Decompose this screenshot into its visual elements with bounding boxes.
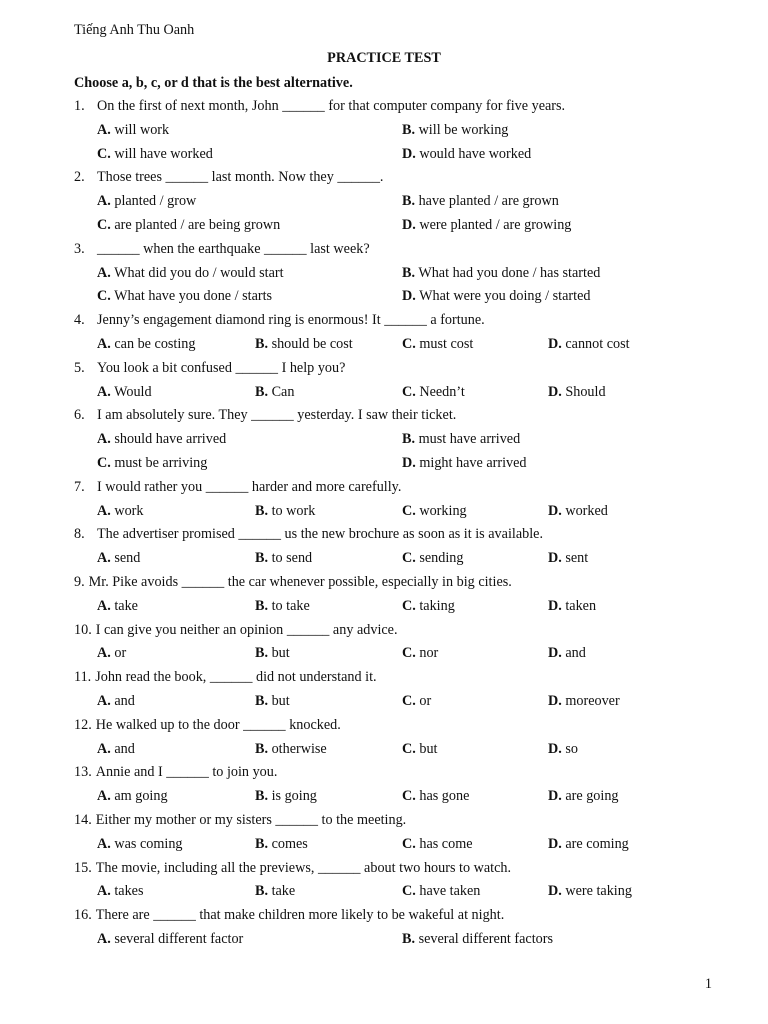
question-text: There are ______ that make children more likely to be wakeful at night. xyxy=(95,907,505,924)
option-letter: C. xyxy=(97,454,111,471)
option-letter: A. xyxy=(97,788,111,805)
option-text: has come xyxy=(419,835,473,852)
answer-options-row xyxy=(74,190,694,214)
option-letter: D. xyxy=(402,145,416,162)
answer-option xyxy=(402,214,571,238)
option-letter: A. xyxy=(97,431,111,448)
answer-option xyxy=(402,880,480,904)
question-number: 2. xyxy=(74,169,85,186)
answer-option xyxy=(255,690,290,714)
question-number: 10. xyxy=(74,621,92,638)
option-text: Needn’t xyxy=(419,383,465,400)
answer-option xyxy=(97,738,135,762)
question-text: The advertiser promised ______ us the new brochure as soon as it is available. xyxy=(97,526,543,543)
option-text: Would xyxy=(114,383,152,400)
option-text: to send xyxy=(271,550,313,567)
answer-options-row xyxy=(74,833,694,857)
option-text: but xyxy=(271,692,290,709)
answer-options-row xyxy=(74,214,694,238)
option-letter: C. xyxy=(97,145,111,162)
answer-option xyxy=(402,285,590,309)
option-letter: B. xyxy=(255,835,269,852)
answer-option xyxy=(255,642,290,666)
answer-option xyxy=(402,333,473,357)
option-letter: A. xyxy=(97,502,111,519)
option-letter: B. xyxy=(402,193,416,210)
option-text: are going xyxy=(565,788,619,805)
answer-option xyxy=(255,738,327,762)
answer-option xyxy=(402,119,508,143)
option-text: have planted / are grown xyxy=(418,193,559,210)
option-letter: C. xyxy=(402,502,416,519)
question-text: On the first of next month, John ______ for that computer company for five years. xyxy=(97,98,566,114)
answer-option xyxy=(402,452,527,476)
option-letter: A. xyxy=(97,883,111,900)
answer-option xyxy=(97,690,135,714)
answer-options-row xyxy=(74,333,694,357)
question-stem xyxy=(74,95,694,119)
question-stem xyxy=(74,238,694,262)
option-text: worked xyxy=(565,502,608,519)
option-text: so xyxy=(565,740,578,757)
option-letter: D. xyxy=(548,740,562,757)
option-text: several different factor xyxy=(114,930,244,947)
option-text: takes xyxy=(114,883,144,900)
answer-option xyxy=(402,500,467,524)
question-number: 15. xyxy=(74,859,92,876)
option-text: to take xyxy=(271,597,310,614)
option-letter: D. xyxy=(548,645,562,662)
question-number: 16. xyxy=(74,907,92,924)
question-stem xyxy=(74,714,694,738)
option-text: working xyxy=(419,502,467,519)
option-text: What were you doing / started xyxy=(419,288,591,305)
answer-option xyxy=(97,381,152,405)
answer-option xyxy=(402,833,473,857)
option-text: cannot cost xyxy=(565,335,630,352)
answer-option xyxy=(97,262,284,286)
option-text: planted / grow xyxy=(114,193,197,210)
answer-options-row xyxy=(74,143,694,167)
question-text: I am absolutely sure. They ______ yesterday. I saw their ticket. xyxy=(97,407,457,424)
answer-option xyxy=(255,833,308,857)
answer-option xyxy=(402,547,463,571)
option-letter: C. xyxy=(402,550,416,567)
answer-option xyxy=(548,642,586,666)
question-stem xyxy=(74,476,694,500)
answer-options-row xyxy=(74,452,694,476)
option-letter: B. xyxy=(255,597,269,614)
answer-option xyxy=(97,928,243,952)
option-text: Can xyxy=(271,383,295,400)
option-letter: D. xyxy=(548,383,562,400)
option-text: and xyxy=(114,692,135,709)
option-text: or xyxy=(114,645,127,662)
option-letter: D. xyxy=(548,835,562,852)
answer-option xyxy=(548,381,606,405)
answer-option xyxy=(97,452,207,476)
answer-option xyxy=(97,833,183,857)
option-text: What have you done / starts xyxy=(114,288,273,305)
option-letter: C. xyxy=(97,288,111,305)
option-text: have taken xyxy=(419,883,481,900)
answer-option xyxy=(255,500,315,524)
answer-option xyxy=(255,595,310,619)
option-letter: A. xyxy=(97,264,111,281)
option-text: are coming xyxy=(565,835,629,852)
answer-option xyxy=(402,738,437,762)
answer-options-row xyxy=(74,381,694,405)
question-stem xyxy=(74,809,694,833)
question-text: I would rather you ______ harder and more carefully. xyxy=(97,478,402,495)
question-number: 13. xyxy=(74,764,92,781)
answer-options-row xyxy=(74,642,694,666)
option-letter: A. xyxy=(97,930,111,947)
option-text: were planted / are growing xyxy=(419,216,572,233)
answer-option xyxy=(548,833,629,857)
answer-option xyxy=(255,333,353,357)
answer-option xyxy=(97,119,169,143)
answer-option xyxy=(255,785,317,809)
option-letter: B. xyxy=(255,788,269,805)
option-text: will be working xyxy=(418,121,509,138)
option-letter: D. xyxy=(402,288,416,305)
option-text: would have worked xyxy=(419,145,532,162)
option-text: to work xyxy=(271,502,316,519)
option-letter: C. xyxy=(402,835,416,852)
answer-options-row xyxy=(74,119,694,143)
question-number: 9. xyxy=(74,573,85,590)
question-number: 12. xyxy=(74,716,92,733)
option-letter: A. xyxy=(97,740,111,757)
answer-option xyxy=(548,500,608,524)
option-letter: B. xyxy=(255,740,269,757)
answer-option xyxy=(548,785,619,809)
option-letter: D. xyxy=(548,692,562,709)
option-text: will work xyxy=(114,121,170,138)
option-letter: C. xyxy=(402,383,416,400)
option-text: and xyxy=(565,645,586,662)
option-letter: D. xyxy=(548,502,562,519)
option-letter: B. xyxy=(255,645,269,662)
answer-option xyxy=(548,738,578,762)
option-letter: C. xyxy=(402,788,416,805)
option-text: Should xyxy=(565,383,606,400)
option-text: take xyxy=(114,597,138,614)
option-letter: C. xyxy=(402,740,416,757)
question-stem xyxy=(74,761,694,785)
answer-option xyxy=(402,595,455,619)
answer-option xyxy=(255,381,294,405)
option-text: was coming xyxy=(114,835,183,852)
answer-option xyxy=(255,880,295,904)
option-letter: D. xyxy=(548,597,562,614)
option-text: must be arriving xyxy=(114,454,208,471)
question-text: John read the book, ______ did not understand it. xyxy=(95,669,377,686)
option-letter: A. xyxy=(97,550,111,567)
option-text: were taking xyxy=(565,883,632,900)
option-text: but xyxy=(419,740,438,757)
option-letter: D. xyxy=(548,788,562,805)
option-letter: A. xyxy=(97,193,111,210)
question-number: 4. xyxy=(74,312,85,329)
question-stem xyxy=(74,857,694,881)
answer-options-row xyxy=(74,500,694,524)
option-text: is going xyxy=(271,788,317,805)
option-text: are planted / are being grown xyxy=(114,216,281,233)
answer-option xyxy=(402,928,553,952)
question-text: I can give you neither an opinion ______ any advice. xyxy=(95,621,398,638)
option-letter: B. xyxy=(255,383,269,400)
option-letter: C. xyxy=(402,597,416,614)
instructions: Choose a, b, c, or d that is the best alternative. xyxy=(74,75,353,91)
answer-option xyxy=(97,642,126,666)
option-letter: B. xyxy=(402,121,416,138)
option-text: has gone xyxy=(419,788,470,805)
answer-option xyxy=(548,880,632,904)
question-stem xyxy=(74,309,694,333)
option-text: take xyxy=(271,883,296,900)
answer-options-row xyxy=(74,880,694,904)
question-number: 7. xyxy=(74,478,85,495)
option-letter: B. xyxy=(255,502,269,519)
answer-option xyxy=(97,547,140,571)
question-number: 14. xyxy=(74,811,92,828)
answer-option xyxy=(97,333,196,357)
option-letter: C. xyxy=(402,883,416,900)
option-text: moreover xyxy=(565,692,620,709)
question-number: 11. xyxy=(74,669,92,686)
answer-option xyxy=(97,285,272,309)
option-text: sent xyxy=(565,550,589,567)
answer-option xyxy=(97,143,213,167)
option-letter: D. xyxy=(548,335,562,352)
question-text: He walked up to the door ______ knocked. xyxy=(95,716,341,733)
answer-option xyxy=(402,190,559,214)
question-text: You look a bit confused ______ I help you? xyxy=(97,359,346,376)
option-text: must cost xyxy=(419,335,474,352)
option-text: work xyxy=(114,502,144,519)
question-stem xyxy=(74,571,694,595)
option-text: taking xyxy=(419,597,455,614)
answer-options-row xyxy=(74,738,694,762)
answer-option xyxy=(255,547,312,571)
option-text: can be costing xyxy=(114,335,196,352)
answer-option xyxy=(97,500,144,524)
option-text: and xyxy=(114,740,135,757)
question-stem xyxy=(74,166,694,190)
option-letter: B. xyxy=(402,264,416,281)
option-letter: B. xyxy=(255,550,269,567)
option-text: taken xyxy=(565,597,597,614)
answer-options-row xyxy=(74,262,694,286)
option-text: nor xyxy=(419,645,439,662)
answer-option xyxy=(548,690,620,714)
question-stem xyxy=(74,523,694,547)
answer-option xyxy=(402,143,531,167)
answer-option xyxy=(97,190,196,214)
question-list xyxy=(74,95,694,952)
option-text: several different factors xyxy=(418,930,554,947)
option-text: What had you done / has started xyxy=(418,264,601,281)
option-text: otherwise xyxy=(271,740,327,757)
question-stem xyxy=(74,904,694,928)
answer-options-row xyxy=(74,595,694,619)
answer-option xyxy=(97,785,168,809)
question-text: ______ when the earthquake ______ last week? xyxy=(97,240,370,257)
answer-option xyxy=(402,428,520,452)
question-number: 8. xyxy=(74,526,85,543)
page-title: PRACTICE TEST xyxy=(327,50,441,66)
option-letter: B. xyxy=(255,692,269,709)
page-number: 1 xyxy=(704,976,712,992)
option-text: am going xyxy=(114,788,168,805)
answer-option xyxy=(402,785,469,809)
option-letter: C. xyxy=(402,692,416,709)
question-stem xyxy=(74,357,694,381)
option-letter: D. xyxy=(548,883,562,900)
option-letter: B. xyxy=(255,883,269,900)
option-letter: D. xyxy=(548,550,562,567)
option-letter: A. xyxy=(97,597,111,614)
answer-option xyxy=(402,642,438,666)
question-number: 5. xyxy=(74,359,85,376)
option-letter: A. xyxy=(97,121,111,138)
option-text: might have arrived xyxy=(419,454,527,471)
option-text: must have arrived xyxy=(418,431,521,448)
option-letter: C. xyxy=(402,645,416,662)
option-letter: A. xyxy=(97,692,111,709)
answer-option xyxy=(402,690,431,714)
option-letter: C. xyxy=(402,335,416,352)
question-text: Either my mother or my sisters ______ to the meeting. xyxy=(95,811,407,828)
question-text: Mr. Pike avoids ______ the car whenever possible, especially in big cities. xyxy=(88,573,512,590)
answer-options-row xyxy=(74,785,694,809)
answer-option xyxy=(97,880,144,904)
option-letter: D. xyxy=(402,216,416,233)
answer-options-row xyxy=(74,285,694,309)
option-letter: A. xyxy=(97,835,111,852)
option-text: comes xyxy=(271,835,308,852)
answer-options-row xyxy=(74,690,694,714)
option-text: will have worked xyxy=(114,145,213,162)
option-text: send xyxy=(114,550,141,567)
question-text: Annie and I ______ to join you. xyxy=(95,764,278,781)
option-letter: B. xyxy=(402,930,416,947)
option-letter: A. xyxy=(97,335,111,352)
option-text: but xyxy=(271,645,290,662)
answer-options-row xyxy=(74,547,694,571)
answer-options-row xyxy=(74,928,694,952)
question-text: Those trees ______ last month. Now they ______. xyxy=(97,169,384,186)
option-letter: D. xyxy=(402,454,416,471)
option-text: or xyxy=(419,692,432,709)
option-letter: B. xyxy=(255,335,269,352)
answer-option xyxy=(97,428,226,452)
option-letter: A. xyxy=(97,383,111,400)
option-text: should be cost xyxy=(271,335,353,352)
answer-option xyxy=(548,333,630,357)
answer-option xyxy=(548,595,596,619)
question-text: Jenny’s engagement diamond ring is enormous! It ______ a fortune. xyxy=(97,312,485,329)
answer-option xyxy=(548,547,588,571)
answer-option xyxy=(402,381,465,405)
answer-option xyxy=(97,214,280,238)
option-text: should have arrived xyxy=(114,431,227,448)
question-stem xyxy=(74,404,694,428)
question-number: 1. xyxy=(74,98,85,114)
answer-options-row xyxy=(74,428,694,452)
question-stem xyxy=(74,619,694,643)
question-number: 3. xyxy=(74,240,85,257)
question-text: The movie, including all the previews, ______ about two hours to watch. xyxy=(95,859,512,876)
option-letter: C. xyxy=(97,216,111,233)
answer-option xyxy=(97,595,138,619)
option-letter: A. xyxy=(97,645,111,662)
question-stem xyxy=(74,666,694,690)
option-text: What did you do / would start xyxy=(114,264,284,281)
question-number: 6. xyxy=(74,407,85,424)
option-letter: B. xyxy=(402,431,416,448)
document-header: Tiếng Anh Thu Oanh xyxy=(74,22,195,38)
option-text: sending xyxy=(419,550,464,567)
answer-option xyxy=(402,262,600,286)
